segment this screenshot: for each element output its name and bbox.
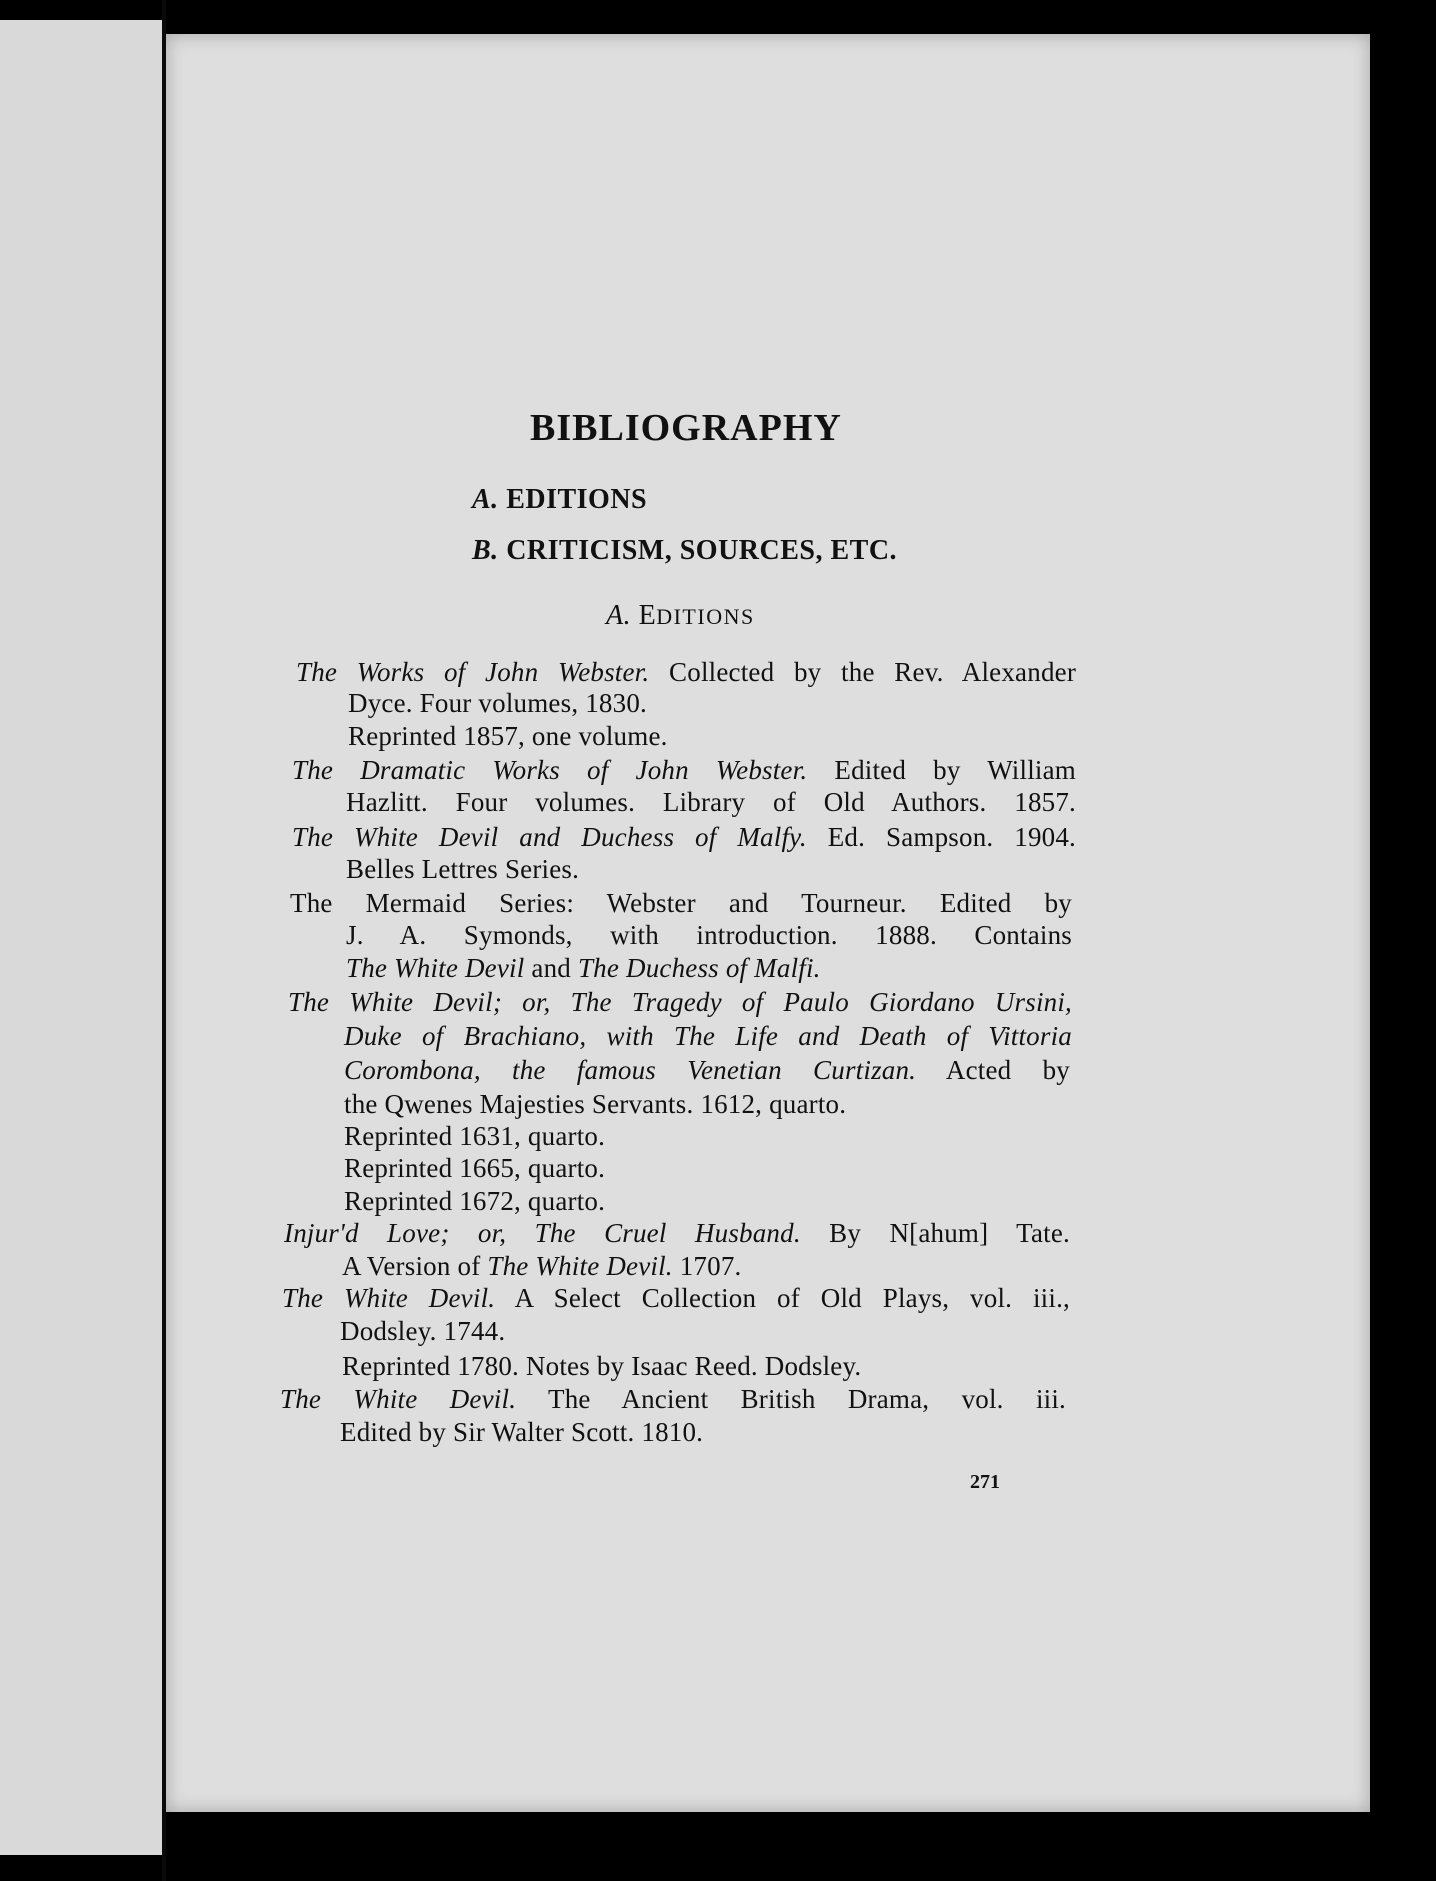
entry-6-line-1: Injur'd Love; or, The Cruel Husband. By N[ahum] Tate. [284,1218,1071,1248]
entry-1-title: The Works of John Webster. [296,657,650,687]
entry-4-line-2: J. A. Symonds, with introduction. 1888. Contains [346,920,1072,950]
entry-7-line-1: The White Devil. A Select Collection of Old Plays, vol. iii., [282,1283,1070,1313]
entry-6-title: Injur'd Love; or, The Cruel Husband. [284,1218,801,1248]
entry-5-line-3: Corombona, the famous Venetian Curtizan. Acted by [344,1055,1070,1085]
section-label-rest: DITIONS [656,604,755,629]
entry-2-line-1: The Dramatic Works of John Webster. Edited by William [292,755,1076,785]
entry-6-title-2: The White Devil. [487,1251,673,1281]
entry-4-line-1: The Mermaid Series: Webster and Tourneur. Edited by [290,888,1072,918]
contents-item-criticism [472,537,897,565]
section-heading [606,602,755,630]
entry-5-line-6: Reprinted 1665, quarto. [344,1153,606,1183]
entry-3-line-2: Belles Lettres Series. [346,854,580,884]
entry-8-line-1: The White Devil. The Ancient British Drama, vol. iii. [280,1384,1066,1414]
entry-5-line-4: the Qwenes Majesties Servants. 1612, quarto. [344,1089,847,1119]
entry-3-title: The White Devil and Duchess of Malfy. [292,822,807,852]
entry-7-title: The White Devil. [282,1283,496,1313]
entry-1-line-3: Reprinted 1857, one volume. [348,721,668,751]
facing-page [0,20,162,1855]
entry-4-title-2: The Duchess of Malfi. [577,953,821,983]
contents-item-editions [472,486,647,514]
page-number: 271 [970,1471,1000,1493]
entry-7-line-2: Dodsley. 1744. [340,1316,506,1346]
contents-letter-a: A. [472,484,499,515]
contents-label-criticism: CRITICISM, SOURCES, ETC. [506,535,898,566]
entry-3-line-1: The White Devil and Duchess of Malfy. Ed. Sampson. 1904. [292,822,1076,852]
entry-7-line-3: Reprinted 1780. Notes by Isaac Reed. Dodsley. [342,1351,862,1381]
section-letter: A. [606,600,632,631]
entry-4-title-1: The White Devil [346,953,525,983]
entry-8-title: The White Devil. [280,1384,517,1414]
entry-1-line-2: Dyce. Four volumes, 1830. [348,688,647,718]
entry-5-title-2: Duke of Brachiano, with The Life and Death of Vittoria [344,1021,1072,1051]
entry-1-line-1: The Works of John Webster. Collected by the Rev. Alexander [296,657,1077,687]
entry-2-title: The Dramatic Works of John Webster. [292,755,808,785]
entry-2-line-2: Hazlitt. Four volumes. Library of Old Authors. 1857. [346,787,1076,817]
entry-5-line-2 [344,1023,1072,1050]
section-label-initial: E [638,600,657,631]
contents-label-editions: EDITIONS [506,484,648,515]
entry-5-title-3: Corombona, the famous Venetian Curtizan. [344,1055,917,1085]
entry-6-line-2: A Version of The White Devil. 1707. [342,1251,742,1281]
entry-5-title-1: The White Devil; or, The Tragedy of Paulo Giordano Ursini, [288,987,1072,1017]
page-title: BIBLIOGRAPHY [530,407,842,449]
entry-5-line-7: Reprinted 1672, quarto. [344,1186,606,1216]
contents-letter-b: B. [472,535,499,566]
entry-5-line-5: Reprinted 1631, quarto. [344,1121,606,1151]
entry-5-line-1 [288,989,1072,1016]
entry-8-line-2: Edited by Sir Walter Scott. 1810. [340,1417,704,1447]
entry-4-line-3: The White Devil and The Duchess of Malfi. [346,953,821,983]
